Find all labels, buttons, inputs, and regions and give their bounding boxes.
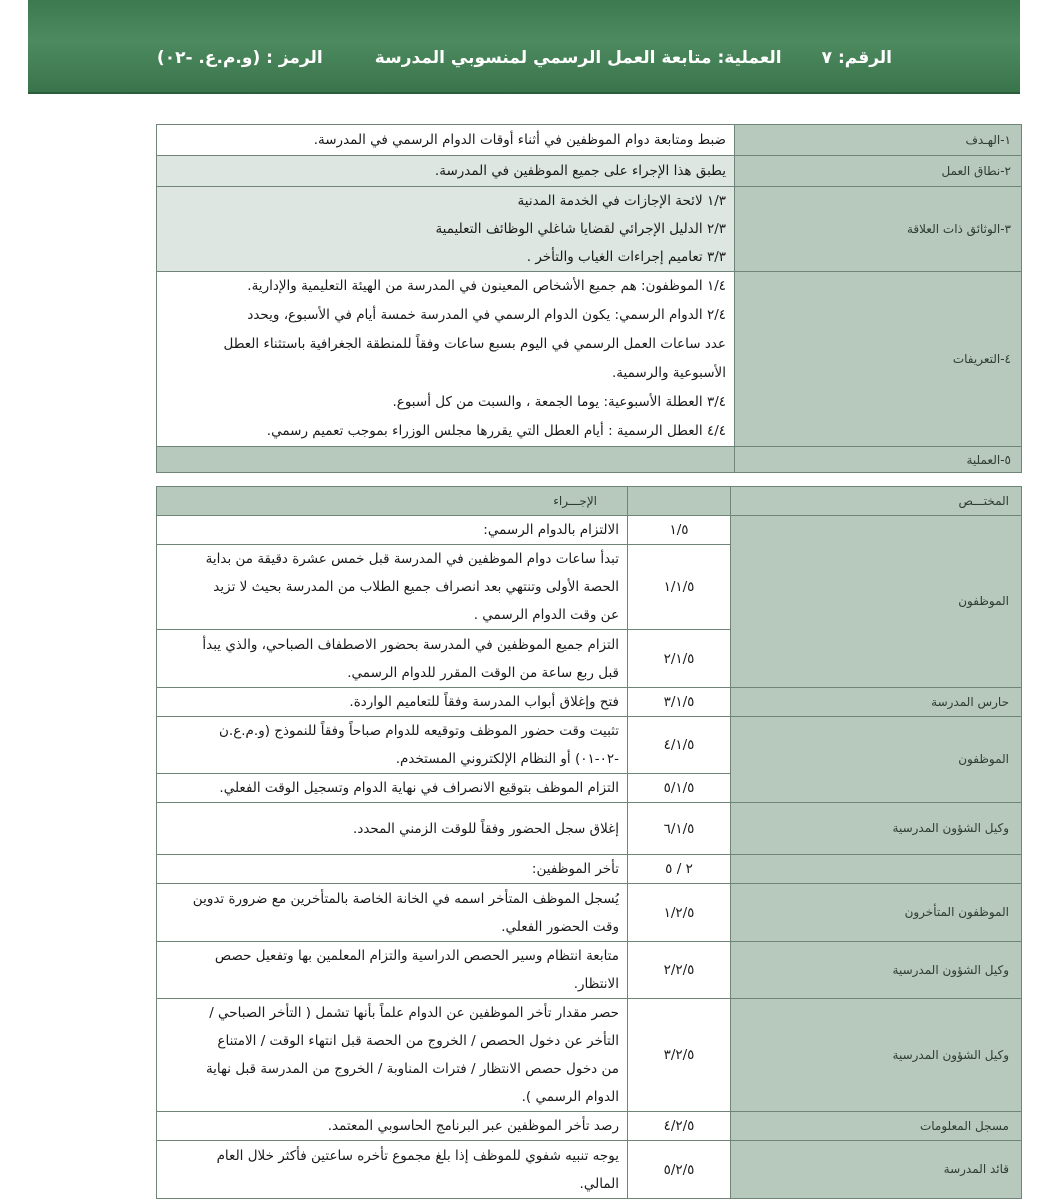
step-line: الانتظار. [573,976,619,992]
step-number: ١/٢/٥ [628,884,731,942]
step-number: ١/٥ [628,516,731,545]
header-row [28,42,1020,74]
column-header-responsible: المختـــص [731,487,1022,516]
step-action [157,774,628,803]
info-line: ١/٣ لائحة الإجازات في الخدمة المدنية [517,193,726,209]
responsible-cell: وكيل الشؤون المدرسية [731,999,1022,1112]
table-row [157,803,1022,855]
step-line: عن وقت الدوام الرسمي . [473,607,619,623]
procedure-number: الرقم: ٧ [821,48,892,68]
step-action [157,999,628,1112]
table-row [157,1141,1022,1199]
table-row [157,516,1022,545]
step-number: ٤/٢/٥ [628,1112,731,1141]
info-row-scope [157,156,1022,187]
step-action [157,942,628,999]
procedure-title: العملية: متابعة العمل الرسمي لمنسوبي المدرسة [374,48,782,68]
step-action [157,1112,628,1141]
step-line: فتح وإغلاق أبواب المدرسة وفقاً للتعاميم الواردة. [349,694,619,710]
info-line: ٣/٣ تعاميم إجراءات الغياب والتأخر . [526,249,726,265]
step-action [157,516,628,545]
step-number: ٥/١/٥ [628,774,731,803]
step-number: ٢/١/٥ [628,630,731,688]
table-row [157,1112,1022,1141]
step-line: -٠٢-٠١) أو النظام الإلكتروني المستخدم. [395,751,619,767]
step-line: متابعة انتظام وسير الحصص الدراسية والتزام المعلمين بها وتفعيل حصص [214,948,619,964]
table-row [157,884,1022,942]
step-action [157,717,628,774]
info-line: ٢/٤ الدوام الرسمي: يكون الدوام الرسمي في المدرسة خمسة أيام في الأسبوع، ويحدد [247,307,726,323]
table-row [157,942,1022,999]
responsible-cell: وكيل الشؤون المدرسية [731,942,1022,999]
step-line: وقت الحضور الفعلي. [501,918,619,935]
step-line: التأخر عن دخول الحصص / الخروج من الحصة قبل انتهاء الوقت / الامتناع [217,1033,619,1049]
info-line: الأسبوعية والرسمية. [611,365,726,381]
table-row [157,688,1022,717]
info-label: ١-الهـدف [735,125,1022,156]
responsible-cell: الموظفون المتأخرون [731,884,1022,942]
info-value [157,156,735,187]
table-row [157,717,1022,774]
step-line: الالتزام بالدوام الرسمي: [483,522,619,538]
step-line: الدوام الرسمي ). [521,1089,619,1105]
step-line: إغلاق سجل الحضور وفقاً للوقت الزمني المحدد. [353,820,619,837]
step-action [157,1141,628,1199]
responsible-cell: حارس المدرسة [731,688,1022,717]
info-row-process [157,447,1022,473]
step-line: يُسجل الموظف المتأخر اسمه في الخانة الخاصة بالمتأخرين مع ضرورة تدوين [192,890,619,907]
step-line: التزام جميع الموظفين في المدرسة بحضور الاصطفاف الصباحي، والذي يبدأ [202,636,619,653]
table-row [157,855,1022,884]
step-line: التزام الموظف بتوقيع الانصراف في نهاية الدوام وتسجيل الوقت الفعلي. [219,780,619,796]
info-label: ٢-نطاق العمل [735,156,1022,187]
step-line: يوجه تنبيه شفوي للموظف إذا بلغ مجموع تأخره ساعتين فأكثر خلال العام [216,1147,619,1164]
info-label: ٣-الوثائق ذات العلاقة [735,187,1022,272]
step-line: من دخول حصص الانتظار / فترات المناوبة / الخروج من المدرسة قبل نهاية [205,1061,619,1077]
info-line: ١/٤ الموظفون: هم جميع الأشخاص المعينون في المدرسة من الهيئة التعليمية والإدارية. [247,278,726,294]
step-line: الحصة الأولى وتنتهي بعد انصراف جميع الطلاب من المدرسة بحيث لا تزيد [213,579,619,595]
info-value [157,125,735,156]
step-line: تأخر الموظفين: [531,861,619,877]
step-number: ٢ / ٥ [628,855,731,884]
step-number: ٥/٢/٥ [628,1141,731,1199]
info-table [156,124,1022,473]
info-line: ٤/٤ العطل الرسمية : أيام العطل التي يقررها مجلس الوزراء بموجب تعميم رسمي. [266,423,726,439]
step-number: ٦/١/٥ [628,803,731,855]
step-action [157,630,628,688]
info-line: ٣/٤ العطلة الأسبوعية: يوما الجمعة ، والسبت من كل أسبوع. [392,394,726,410]
step-action [157,855,628,884]
responsible-cell: مسجل المعلومات [731,1112,1022,1141]
info-line: يطبق هذا الإجراء على جميع الموظفين في المدرسة. [434,163,726,179]
step-action [157,688,628,717]
responsible-cell-empty [731,855,1022,884]
info-label: ٤-التعريفات [735,272,1022,447]
responsible-cell: الموظفون [731,717,1022,803]
procedure-table-header [157,487,1022,516]
step-number: ٢/٢/٥ [628,942,731,999]
table-row [157,999,1022,1112]
step-line: حصر مقدار تأخر الموظفين عن الدوام علماً بأنها تشمل ( التأخر الصباحي / [209,1005,619,1021]
step-number: ١/١/٥ [628,545,731,630]
step-number: ٣/١/٥ [628,688,731,717]
info-value [157,187,735,272]
header-band [28,0,1020,94]
procedure-code: الرمز : (و.م.ع. -٠٢) [156,48,323,68]
procedure-table [156,486,1022,1199]
info-row-documents [157,187,1022,272]
responsible-cell: الموظفون [731,516,1022,688]
info-value [157,272,735,447]
column-header-action: الإجـــراء [157,487,628,516]
column-header-number [628,487,731,516]
step-action [157,545,628,630]
info-line: ٢/٣ الدليل الإجرائي لقضايا شاغلي الوظائف التعليمية [435,221,726,237]
info-row-definitions [157,272,1022,447]
step-action [157,803,628,855]
step-line: تبدأ ساعات دوام الموظفين في المدرسة قبل خمس عشرة دقيقة من بداية [205,551,619,567]
responsible-cell: قائد المدرسة [731,1141,1022,1199]
step-action [157,884,628,942]
step-line: قبل ربع ساعة من الوقت المقرر للدوام الرسمي. [347,664,619,681]
info-line: عدد ساعات العمل الرسمي في اليوم بسبع ساعات وفقاً للمنطقة الجغرافية باستثناء العطل [223,336,726,352]
step-number: ٤/١/٥ [628,717,731,774]
step-line: المالي. [579,1175,619,1192]
step-line: رصد تأخر الموظفين عبر البرنامج الحاسوبي المعتمد. [327,1118,619,1134]
info-line: ضبط ومتابعة دوام الموظفين في أثناء أوقات الدوام الرسمي في المدرسة. [313,132,726,148]
info-label: ٥-العملية [735,447,1022,473]
responsible-cell: وكيل الشؤون المدرسية [731,803,1022,855]
info-value-empty [157,447,735,473]
step-number: ٣/٢/٥ [628,999,731,1112]
info-row-goal [157,125,1022,156]
step-line: تثبيت وقت حضور الموظف وتوقيعه للدوام صباحاً وفقاً للنموذج (و.م.ع.ن [219,723,619,739]
